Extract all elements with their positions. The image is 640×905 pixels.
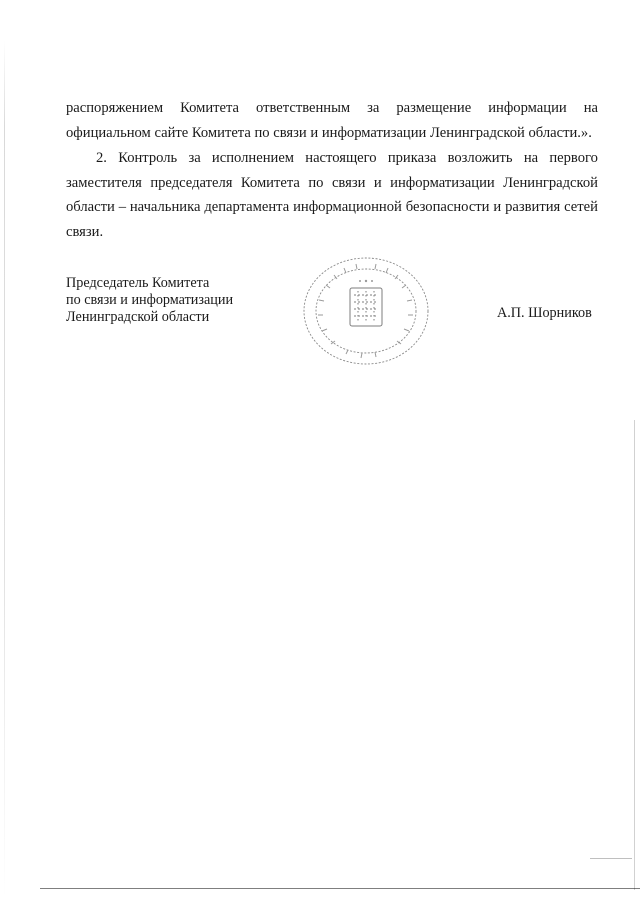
word: исполнением bbox=[211, 150, 295, 166]
word: на bbox=[523, 150, 539, 166]
paragraph-2-line-4: связи. bbox=[66, 223, 104, 240]
word: Комитета bbox=[240, 174, 300, 191]
scan-edge-bottom-mark bbox=[590, 858, 632, 859]
scan-edge-left bbox=[4, 40, 5, 900]
paragraph-1-line-2: официальном сайте Комитета по связи и информатизации Ленинградской области.». bbox=[66, 124, 592, 141]
word: – bbox=[118, 199, 126, 215]
word: и bbox=[493, 199, 502, 215]
paragraph-2-line-1 bbox=[66, 146, 598, 171]
word: информации bbox=[488, 100, 567, 116]
word: информационной bbox=[293, 199, 402, 215]
word: начальника bbox=[129, 199, 201, 215]
signatory-position-line-1: Председатель Комитета bbox=[66, 275, 210, 291]
word: 2. bbox=[96, 150, 107, 166]
word: настоящего bbox=[305, 150, 377, 166]
word: по bbox=[308, 174, 324, 191]
word: ответственным bbox=[256, 100, 351, 116]
word: развития bbox=[505, 199, 561, 215]
word: заместителя bbox=[66, 174, 142, 191]
paragraph-2-line-2 bbox=[66, 171, 598, 196]
scan-edge-bottom bbox=[40, 888, 640, 889]
word: распоряжением bbox=[66, 100, 164, 116]
word: области bbox=[66, 199, 115, 215]
word: сетей bbox=[564, 199, 598, 215]
word: Контроль bbox=[118, 150, 178, 166]
signatory-position-line-3: Ленинградской области bbox=[66, 309, 210, 325]
signatory-name: А.П. Шорников bbox=[497, 305, 592, 321]
word: за bbox=[188, 150, 201, 166]
word: Ленинградской bbox=[503, 174, 598, 191]
word: возложить bbox=[447, 150, 513, 166]
paragraph-1-line-1 bbox=[66, 96, 598, 121]
paragraph-1 bbox=[66, 96, 598, 145]
paragraph-2-line-3 bbox=[66, 195, 598, 220]
official-seal-icon bbox=[296, 255, 436, 370]
word: председателя bbox=[150, 174, 233, 191]
signatory-position bbox=[66, 275, 233, 326]
word: Комитета bbox=[180, 100, 240, 116]
word: на bbox=[583, 100, 598, 116]
scan-edge-right bbox=[634, 420, 635, 890]
word: приказа bbox=[387, 150, 437, 166]
word: первого bbox=[549, 150, 598, 166]
paragraph-2 bbox=[66, 146, 598, 244]
word: департамента bbox=[204, 199, 290, 215]
word: информатизации bbox=[390, 174, 495, 191]
signatory-position-line-2: по связи и информатизации bbox=[66, 292, 234, 308]
word: размещение bbox=[396, 100, 472, 116]
word: и bbox=[373, 174, 382, 191]
word: связи bbox=[331, 174, 366, 191]
word: безопасности bbox=[405, 199, 490, 215]
word: за bbox=[367, 100, 380, 116]
